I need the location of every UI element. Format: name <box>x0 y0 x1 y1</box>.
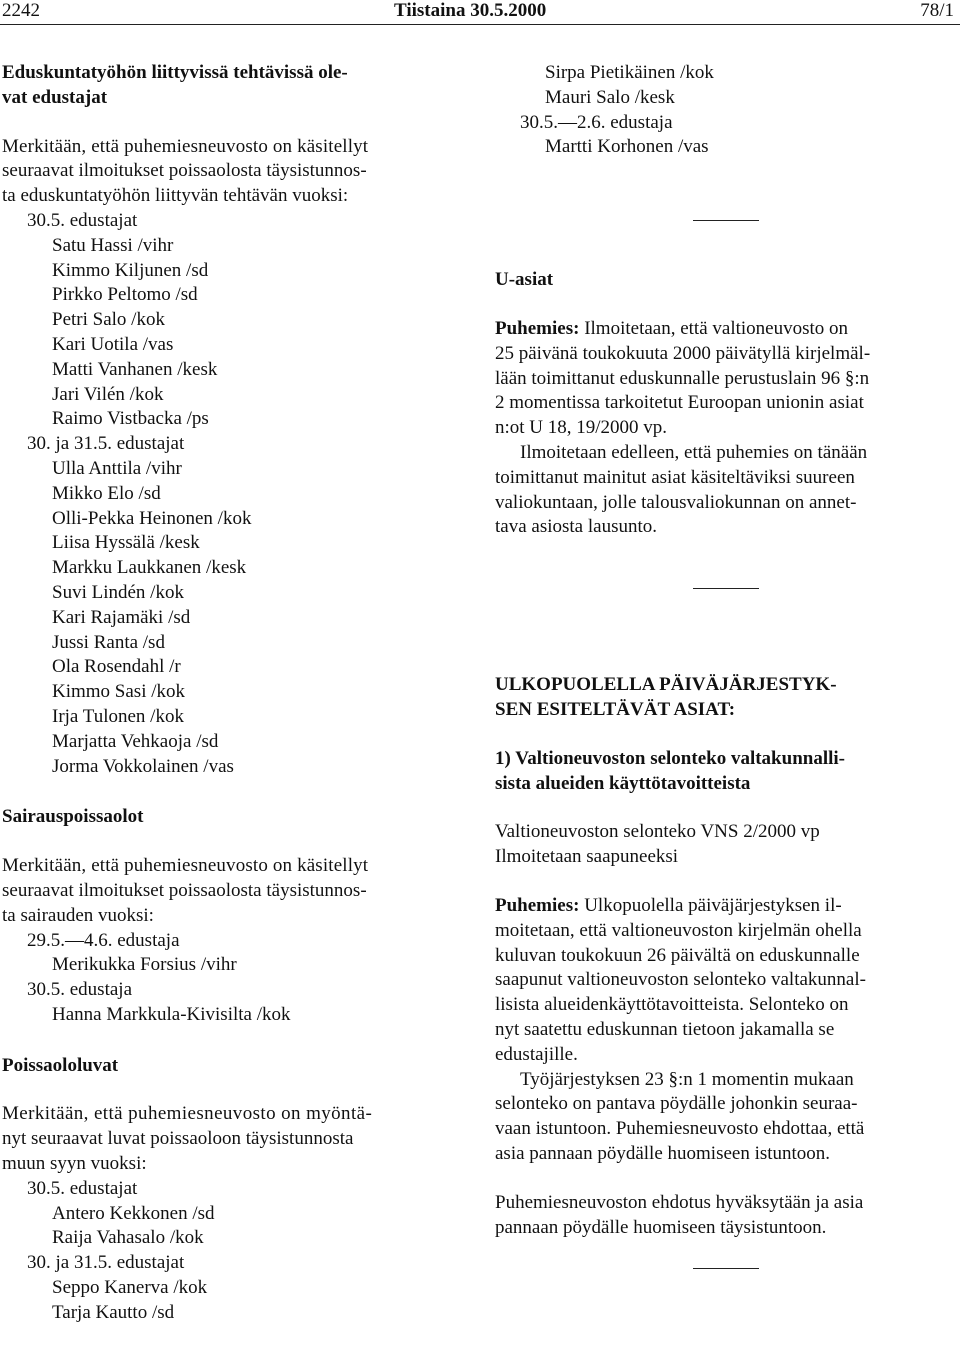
list-item: Antero Kekkonen /sd <box>52 1202 215 1224</box>
text-line: nyt seuraavat luvat poissaoloon täysistunnosta <box>2 1128 354 1150</box>
text-line: valiokuntaan, jolle talousvaliokunnan on annet- <box>495 491 857 513</box>
text-line: seuraavat ilmoitukset poissaolosta täysistunnos- <box>2 160 367 182</box>
text-line: saapunut valtioneuvoston selonteko valtakunnal- <box>495 969 866 991</box>
list-item: Liisa Hyssälä /kesk <box>52 532 200 554</box>
list-item: Irja Tulonen /kok <box>52 705 184 727</box>
list-item: Kari Uotila /vas <box>52 333 174 355</box>
heading-line: Eduskuntatyöhön liittyvissä tehtävissä ole- <box>2 62 348 83</box>
member-list <box>2 1276 464 1326</box>
list-item: Petri Salo /kok <box>52 309 165 331</box>
text-line: nyt saatettu eduskunnan tietoon jakamalla se <box>495 1018 835 1040</box>
text-line: Ulkopuolella päiväjärjestyksen il- <box>579 894 842 916</box>
text-line: kuluvan toukokuun 26 päivältä on eduskunnalle <box>495 944 860 966</box>
item-1-paragraph <box>495 1068 957 1167</box>
list-item: Raimo Vistbacka /ps <box>52 408 209 430</box>
speaker-label: Puhemies: <box>495 317 580 339</box>
list-item: Marjatta Vehkaoja /sd <box>52 730 219 752</box>
heading-agenda-items <box>495 673 957 723</box>
member-list <box>495 61 957 111</box>
heading-u-matters: U-asiat <box>495 269 554 291</box>
heading-item-1 <box>495 747 957 797</box>
item-1-paragraph <box>495 894 957 1068</box>
heading-line: sista alueiden käyttötavoitteista <box>495 772 751 794</box>
text-line: lisista alueidenkäyttötavoitteista. Selonteko on <box>495 994 849 1016</box>
text-line: n:ot U 18, 19/2000 vp. <box>495 417 668 439</box>
list-item: Tarja Kautto /sd <box>52 1301 175 1323</box>
text-line: Työjärjestyksen 23 §:n 1 momentin mukaan <box>520 1068 854 1090</box>
heading-leave-permits: Poissaololuvat <box>2 1054 119 1076</box>
group-label: 30.5. edustajat <box>27 209 138 231</box>
intro-paragraph <box>2 1102 464 1176</box>
text-line: Merkitään, että puhemiesneuvosto on myöntä- <box>2 1103 373 1125</box>
header-rule <box>0 24 960 25</box>
list-item: Kimmo Kiljunen /sd <box>52 259 209 281</box>
text-line: muun syyn vuoksi: <box>2 1153 147 1175</box>
item-1-decision <box>495 1191 957 1241</box>
text-line: lään toimittanut eduskunnalle perustuslain 96 §:n <box>495 367 870 389</box>
text-line: seuraavat ilmoitukset poissaolosta täysistunnos- <box>2 879 367 901</box>
group-label: 30.5. edustajat <box>27 1177 138 1199</box>
text-line: moitetaan, että valtioneuvoston kirjelmän ohella <box>495 919 862 941</box>
list-item: Kimmo Sasi /kok <box>52 681 186 703</box>
list-item: Mauri Salo /kesk <box>545 86 675 108</box>
list-item: Ola Rosendahl /r <box>52 656 181 678</box>
group-label: 30. ja 31.5. edustajat <box>27 1252 185 1274</box>
list-item: Jussi Ranta /sd <box>52 631 165 653</box>
document-number: 78/1 <box>920 0 954 21</box>
page-number: 2242 <box>2 0 40 21</box>
text-line: ta sairauden vuoksi: <box>2 904 154 926</box>
list-item: Matti Vanhanen /kesk <box>52 358 218 380</box>
text-line: toimittanut mainitut asiat käsiteltäviksi suureen <box>495 466 855 488</box>
member-list <box>2 234 464 432</box>
section-divider <box>693 1268 759 1269</box>
session-date: Tiistaina 30.5.2000 <box>394 0 547 21</box>
text-line: 2 momentissa tarkoitetut Euroopan unionin asiat <box>495 392 864 414</box>
list-item: Jari Vilén /kok <box>52 383 164 405</box>
member-list <box>2 1202 464 1252</box>
list-item: Mikko Elo /sd <box>52 482 161 504</box>
text-line: Valtioneuvoston selonteko VNS 2/2000 vp <box>495 821 820 843</box>
list-item: Pirkko Peltomo /sd <box>52 284 198 306</box>
group-label: 30.5. edustaja <box>27 979 133 1001</box>
text-line: Merkitään, että puhemiesneuvosto on käsitellyt <box>2 855 369 877</box>
page-header <box>0 0 960 22</box>
group-label: 30. ja 31.5. edustajat <box>27 433 185 455</box>
text-line: 25 päivänä toukokuuta 2000 päivätyllä kirjelmäl- <box>495 342 871 364</box>
u-matters-paragraph <box>495 441 957 540</box>
speaker-label: Puhemies: <box>495 894 580 916</box>
group-label: 30.5.—2.6. edustaja <box>520 111 673 133</box>
list-item: Seppo Kanerva /kok <box>52 1277 208 1299</box>
text-line: Puhemiesneuvoston ehdotus hyväksytään ja asia <box>495 1191 864 1213</box>
text-line: edustajille. <box>495 1043 578 1065</box>
text-line: Ilmoitetaan, että valtioneuvosto on <box>579 317 849 339</box>
list-item: Jorma Vokkolainen /vas <box>52 755 234 777</box>
list-item: Hanna Markkula-Kivisilta /kok <box>52 1003 291 1025</box>
left-column <box>2 61 464 1326</box>
list-item: Merikukka Forsius /vihr <box>52 954 237 976</box>
text-line: tava asiosta lausunto. <box>495 516 657 538</box>
list-item: Kari Rajamäki /sd <box>52 606 191 628</box>
heading-sick-leave: Sairauspoissaolot <box>2 806 144 828</box>
text-line: vaan istuntoon. Puhemiesneuvosto ehdottaa, että <box>495 1118 865 1140</box>
list-item: Sirpa Pietikäinen /kok <box>545 62 714 83</box>
heading-line: ULKOPUOLELLA PÄIVÄJÄRJESTYK- <box>495 674 837 696</box>
list-item: Martti Korhonen /vas <box>545 136 709 158</box>
list-item: Suvi Lindén /kok <box>52 581 184 603</box>
heading-line: vat edustajat <box>2 86 108 108</box>
list-item: Markku Laukkanen /kesk <box>52 557 247 579</box>
heading-line: 1) Valtioneuvoston selonteko valtakunnalli- <box>495 747 845 769</box>
right-column <box>495 61 957 1269</box>
list-item: Olli-Pekka Heinonen /kok <box>52 507 252 529</box>
text-line: Merkitään, että puhemiesneuvosto on käsitellyt <box>2 135 369 157</box>
text-line: selonteko on pantava pöydälle johonkin seuraa- <box>495 1093 858 1115</box>
text-line: pannaan pöydälle huomiseen täysistuntoon. <box>495 1216 827 1238</box>
u-matters-paragraph <box>495 317 957 441</box>
intro-paragraph <box>2 135 464 209</box>
text-line: asia pannaan pöydälle huomiseen istuntoon. <box>495 1142 831 1164</box>
item-1-reference <box>495 820 957 870</box>
heading-line: SEN ESITELTÄVÄT ASIAT: <box>495 698 736 720</box>
group-label: 29.5.—4.6. edustaja <box>27 929 180 951</box>
list-item: Satu Hassi /vihr <box>52 234 174 256</box>
list-item: Ulla Anttila /vihr <box>52 457 182 479</box>
text-line: ta eduskuntatyöhön liittyvän tehtävän vuoksi: <box>2 185 349 207</box>
heading-duties-absences <box>2 61 464 111</box>
list-item: Raija Vahasalo /kok <box>52 1227 204 1249</box>
member-list <box>2 457 464 779</box>
text-line: Ilmoitetaan saapuneeksi <box>495 846 679 868</box>
intro-paragraph <box>2 854 464 928</box>
text-line: Ilmoitetaan edelleen, että puhemies on tänään <box>520 441 868 463</box>
